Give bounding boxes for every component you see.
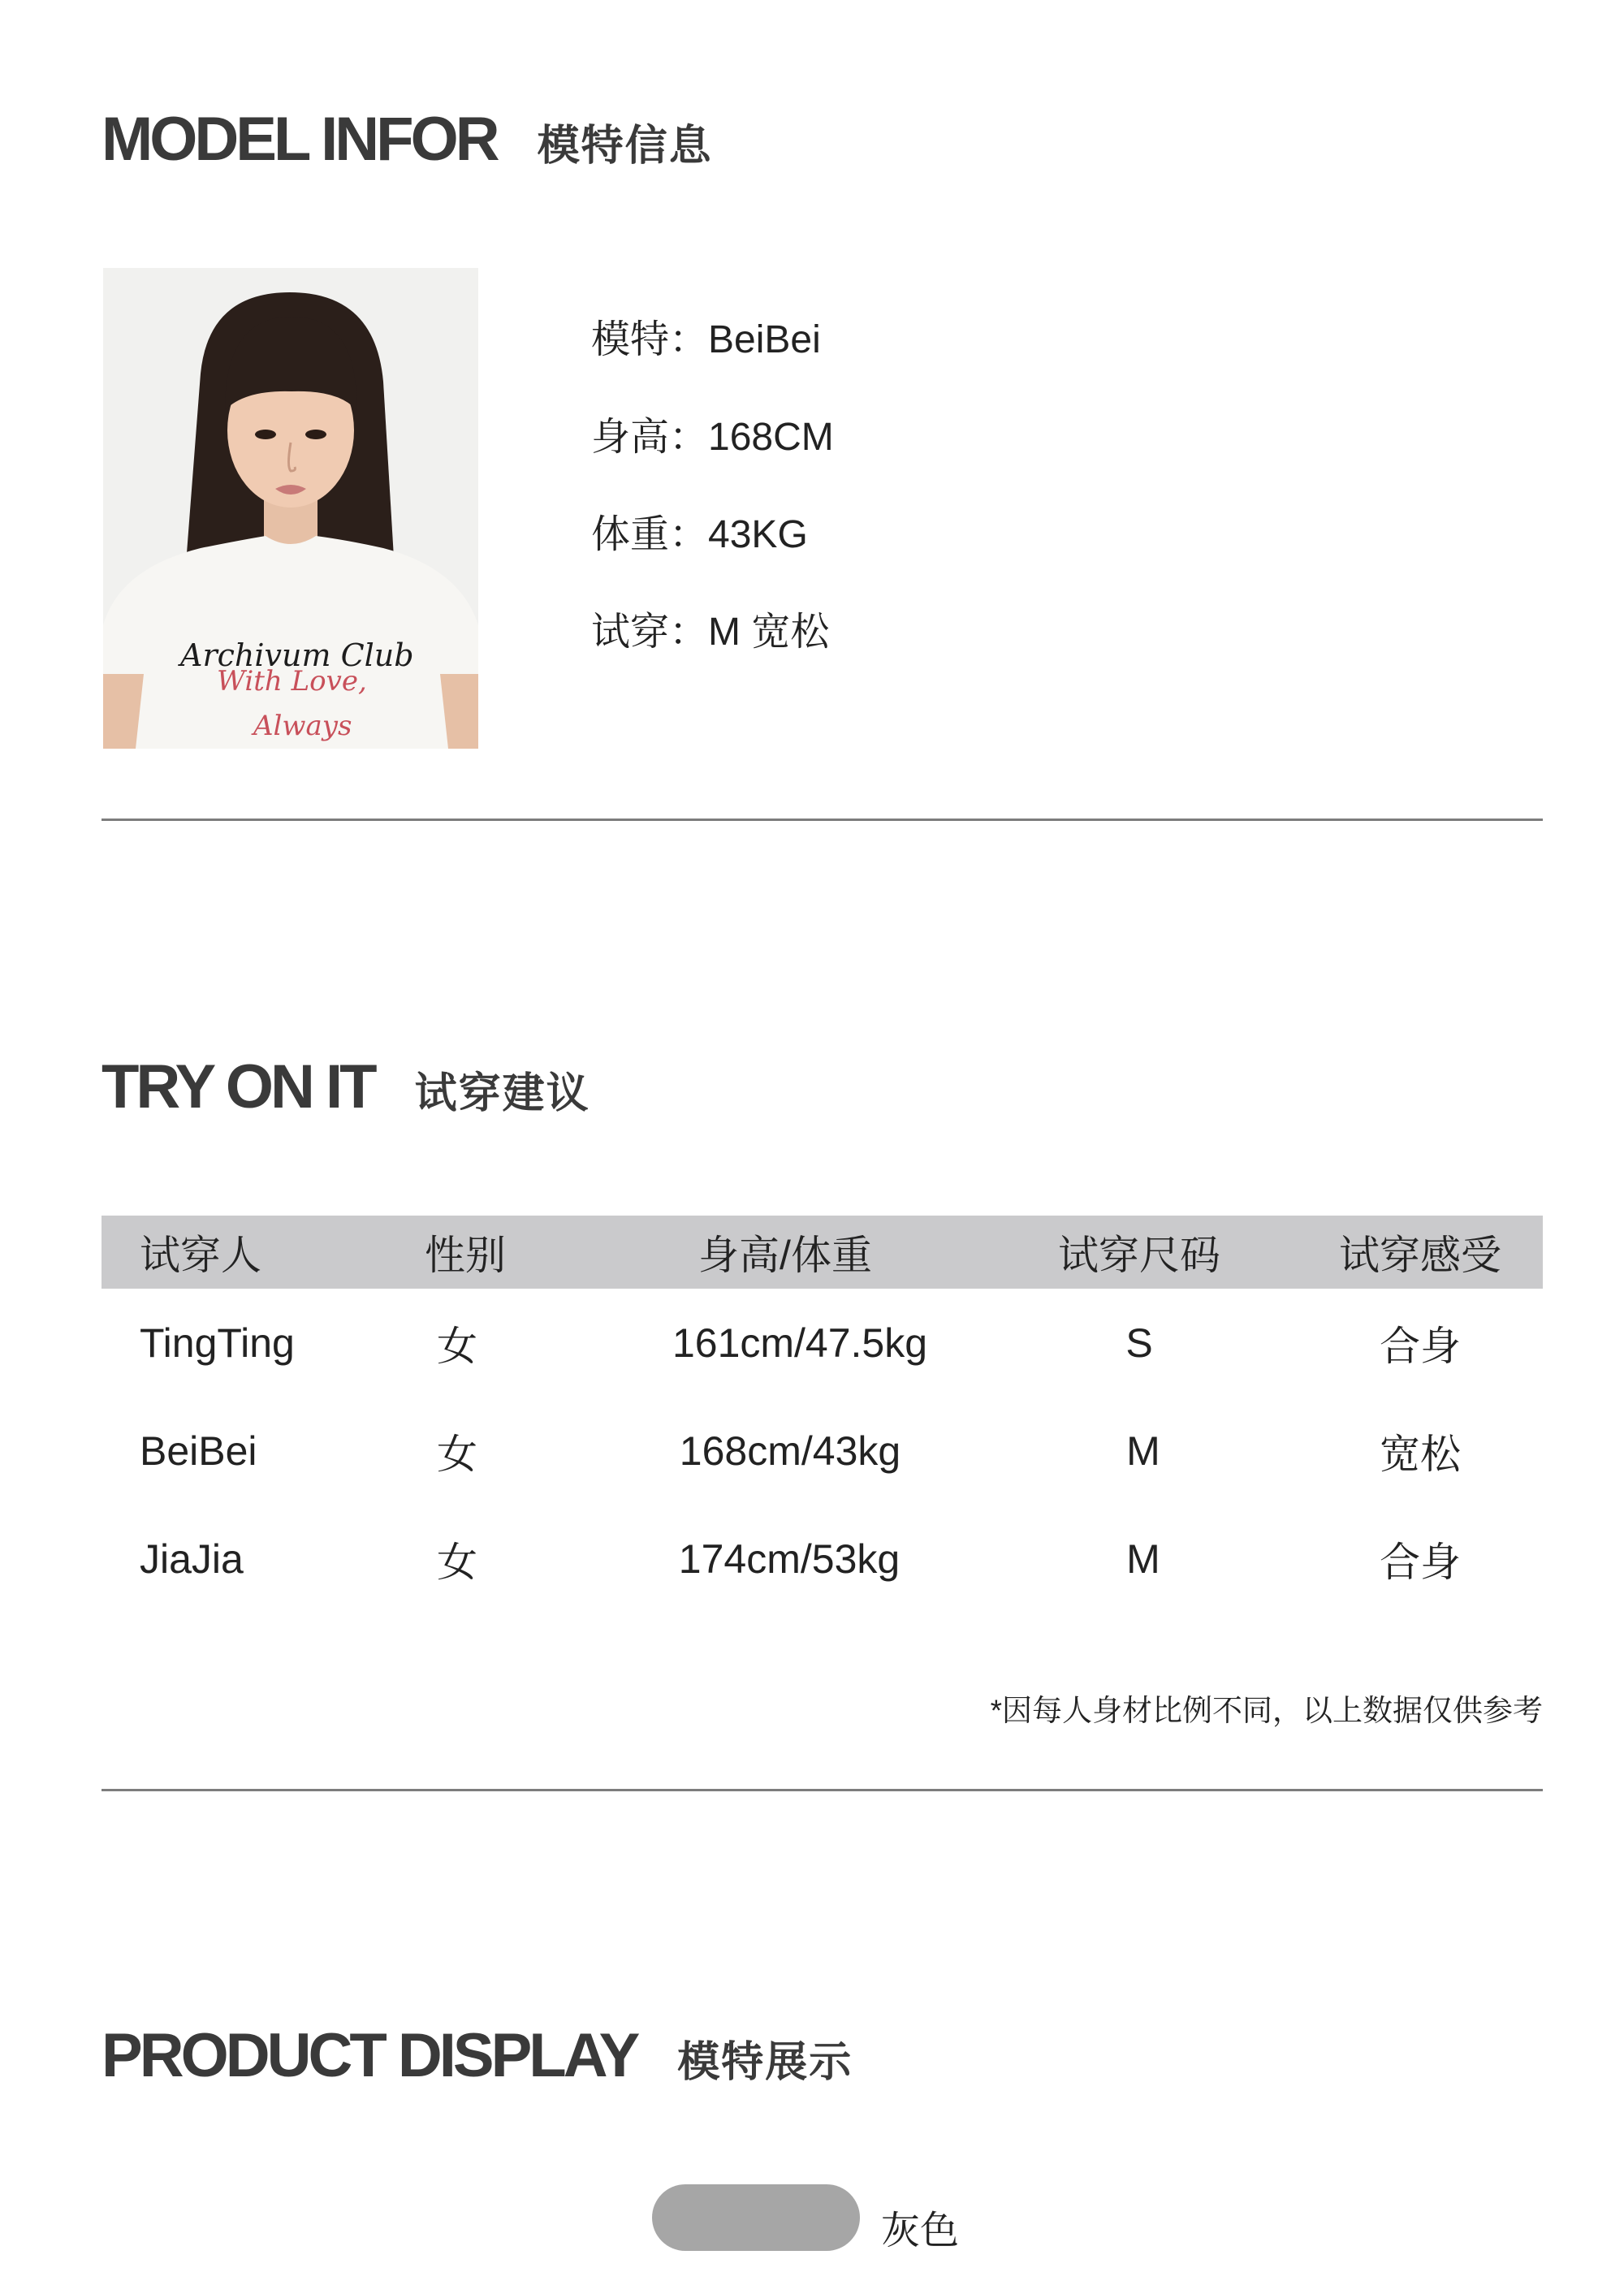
cell-size: S <box>1125 1320 1153 1366</box>
cell-gender: 女 <box>437 1323 477 1369</box>
cell-size: M <box>1126 1536 1160 1582</box>
shirt-print-text-3: Always <box>253 710 352 742</box>
info-sep: ： <box>669 611 709 654</box>
product-display-title-en: PRODUCT DISPLAY <box>102 2021 637 2090</box>
model-info-title-cn: 模特信息 <box>537 123 713 170</box>
cell-gender: 女 <box>437 1431 477 1477</box>
model-info-row-height <box>591 418 834 516</box>
header-cell-height-weight: 身高/体重 <box>698 1233 872 1278</box>
product-display-title-cn: 模特展示 <box>677 2039 853 2086</box>
table-header <box>102 1216 1543 1289</box>
table-row <box>102 1289 1543 1397</box>
table-row <box>102 1397 1543 1505</box>
size-table <box>102 1216 1543 1613</box>
tryon-title-cn: 试穿建议 <box>414 1070 590 1117</box>
model-photo <box>103 268 478 749</box>
cell-gender: 女 <box>437 1539 477 1585</box>
info-sep: ： <box>669 513 709 556</box>
color-label: 灰色 <box>881 2209 960 2253</box>
header-cell-gender: 性别 <box>425 1233 506 1278</box>
cell-height-weight: 161cm/47.5kg <box>672 1320 928 1366</box>
tryon-heading <box>102 1052 590 1122</box>
cell-feel: 合身 <box>1380 1323 1461 1369</box>
model-info-list <box>591 318 834 711</box>
table-row <box>102 1505 1543 1613</box>
header-cell-person: 试穿人 <box>140 1233 261 1278</box>
header-cell-size: 试穿尺码 <box>1058 1233 1220 1278</box>
info-key: 身高 <box>591 416 670 459</box>
cell-feel: 合身 <box>1380 1539 1461 1585</box>
cell-feel: 宽松 <box>1380 1431 1461 1477</box>
cell-person: JiaJia <box>140 1536 244 1582</box>
info-value: BeiBei <box>708 318 821 361</box>
model-info-heading <box>102 104 713 175</box>
model-info-row-tryon <box>591 613 834 711</box>
info-key: 模特 <box>591 318 670 361</box>
divider <box>102 1789 1543 1791</box>
color-swatch-gray[interactable] <box>652 2184 860 2251</box>
cell-size: M <box>1126 1428 1160 1474</box>
header-cell-feel: 试穿感受 <box>1339 1233 1501 1278</box>
tryon-title-en: TRY ON IT <box>102 1052 374 1121</box>
model-info-row-model <box>591 318 834 418</box>
cell-height-weight: 168cm/43kg <box>679 1428 901 1474</box>
product-display-heading <box>102 2020 853 2091</box>
model-info-row-weight <box>591 513 834 613</box>
info-value: 43KG <box>708 513 808 556</box>
info-sep: ： <box>669 416 709 459</box>
info-key: 体重 <box>591 513 670 556</box>
info-sep: ： <box>669 318 709 361</box>
shirt-print-text-2: With Love, <box>217 665 367 698</box>
info-value: 168CM <box>708 416 834 459</box>
disclaimer-note: *因每人身材比例不同，以上数据仅供参考 <box>990 1694 1543 1727</box>
info-key: 试穿 <box>591 611 670 654</box>
shirt-print-text-1: Archivum Club <box>180 637 414 673</box>
cell-person: TingTing <box>140 1320 295 1366</box>
model-info-title-en: MODEL INFOR <box>102 105 497 174</box>
cell-height-weight: 174cm/53kg <box>678 1536 901 1582</box>
info-value: M 宽松 <box>708 611 830 654</box>
divider <box>102 819 1543 821</box>
cell-person: BeiBei <box>140 1428 257 1474</box>
